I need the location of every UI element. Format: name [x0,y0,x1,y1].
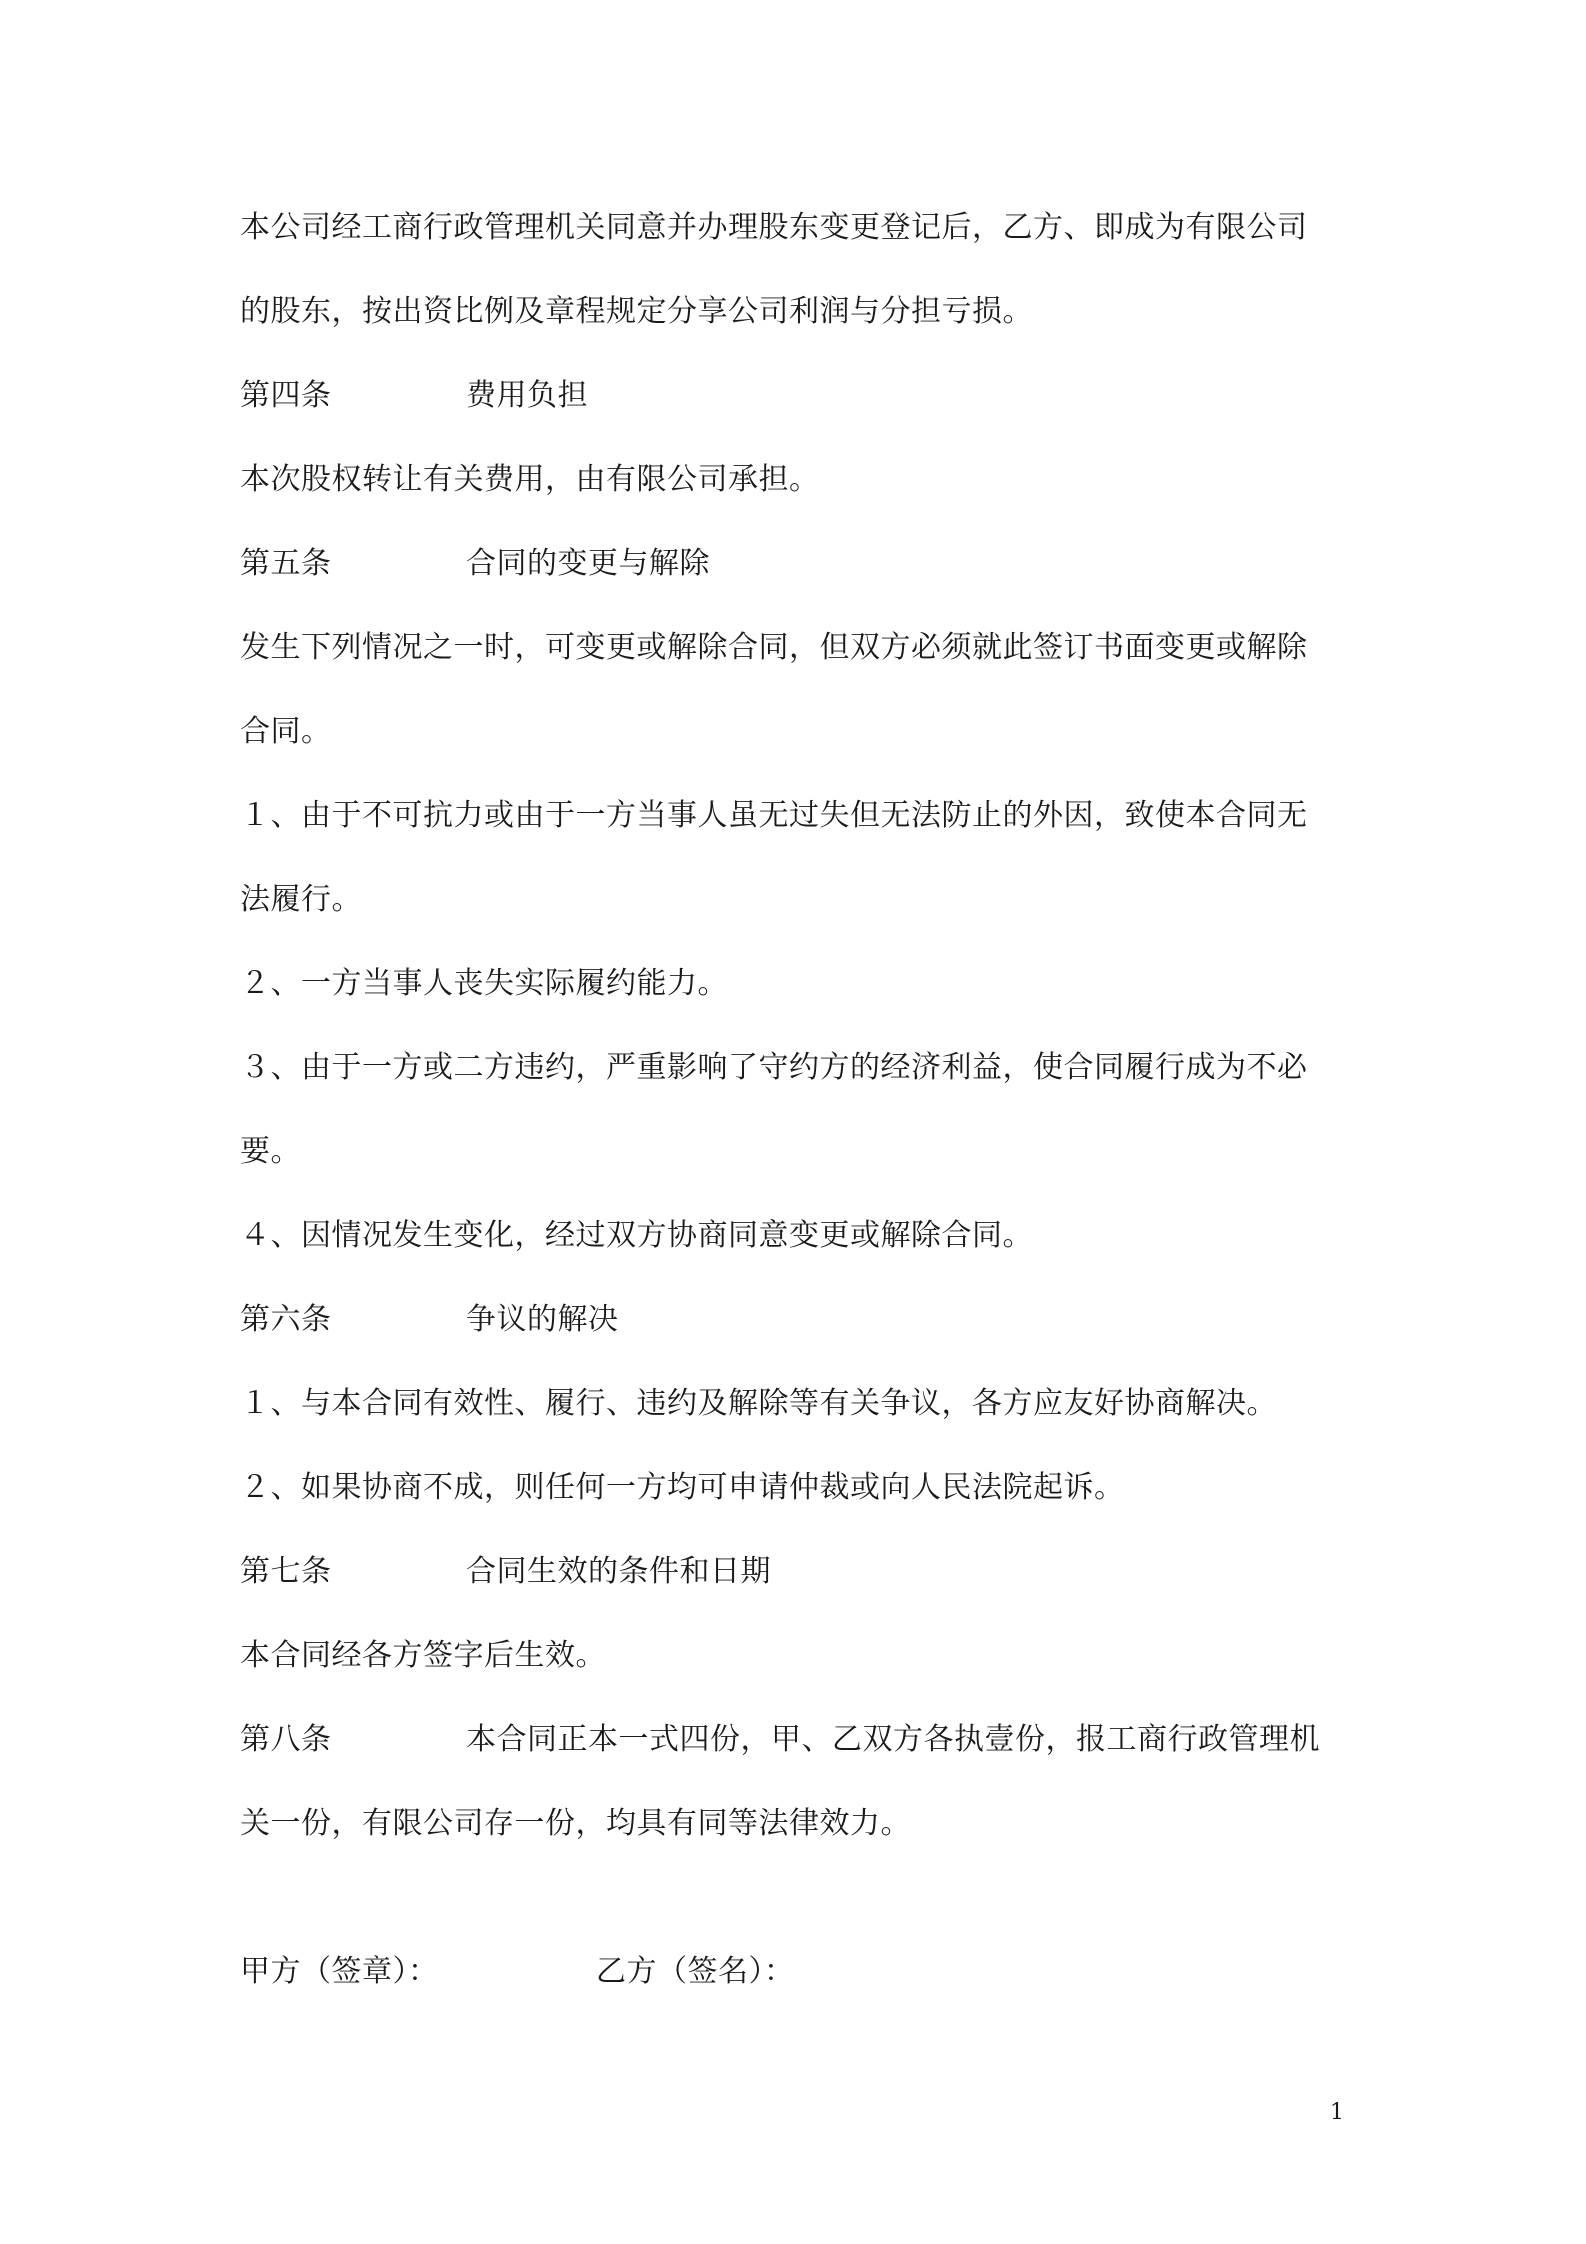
paragraph-line: ４、因情况发生变化，经过双方协商同意变更或解除合同。 [240,1218,1033,1253]
paragraph-line: 法履行。 [240,882,362,917]
signature-line [240,1952,1360,1992]
article-title: 合同的变更与解除 [466,546,710,581]
paragraph-line: 本次股权转让有关费用，由有限公司承担。 [240,462,820,497]
party-a-signature-label: 甲方（签章）： [240,1954,439,1989]
article-title: 本合同正本一式四份，甲、乙双方各执壹份，报工商行政管理机 [466,1722,1320,1757]
article-number: 第七条 [240,1554,332,1589]
paragraph-line: ２、如果协商不成，则任何一方均可申请仲裁或向人民法院起诉。 [240,1470,1125,1505]
article-number: 第八条 [240,1722,332,1757]
article-7-heading [240,1552,1360,1592]
article-6-heading [240,1300,1360,1340]
paragraph-line: 关一份，有限公司存一份，均具有同等法律效力。 [240,1806,911,1841]
article-number: 第六条 [240,1302,332,1337]
paragraph-line: １、由于不可抗力或由于一方当事人虽无过失但无法防止的外因，致使本合同无 [240,798,1308,833]
paragraph-line: 发生下列情况之一时，可变更或解除合同，但双方必须就此签订书面变更或解除 [240,630,1308,665]
article-number: 第五条 [240,546,332,581]
article-number: 第四条 [240,378,332,413]
paragraph-line: 合同。 [240,714,332,749]
page-number: 1 [1330,2100,1344,2125]
article-5-heading [240,544,1360,584]
paragraph-line: 要。 [240,1134,301,1169]
article-title: 合同生效的条件和日期 [466,1554,771,1589]
paragraph-line: ３、由于一方或二方违约，严重影响了守约方的经济利益，使合同履行成为不必 [240,1050,1308,1085]
article-title: 争议的解决 [466,1302,619,1337]
article-8-heading [240,1720,1360,1760]
paragraph-line: 本合同经各方签字后生效。 [240,1638,606,1673]
article-title: 费用负担 [466,378,588,413]
paragraph-line: １、与本合同有效性、履行、违约及解除等有关争议，各方应友好协商解决。 [240,1386,1277,1421]
paragraph-line: ２、一方当事人丧失实际履约能力。 [240,966,728,1001]
paragraph-line: 的股东，按出资比例及章程规定分享公司利润与分担亏损。 [240,294,1033,329]
paragraph-line: 本公司经工商行政管理机关同意并办理股东变更登记后，乙方、即成为有限公司 [240,210,1308,245]
party-b-signature-label: 乙方（签名）： [596,1954,795,1989]
article-4-heading [240,376,1360,416]
